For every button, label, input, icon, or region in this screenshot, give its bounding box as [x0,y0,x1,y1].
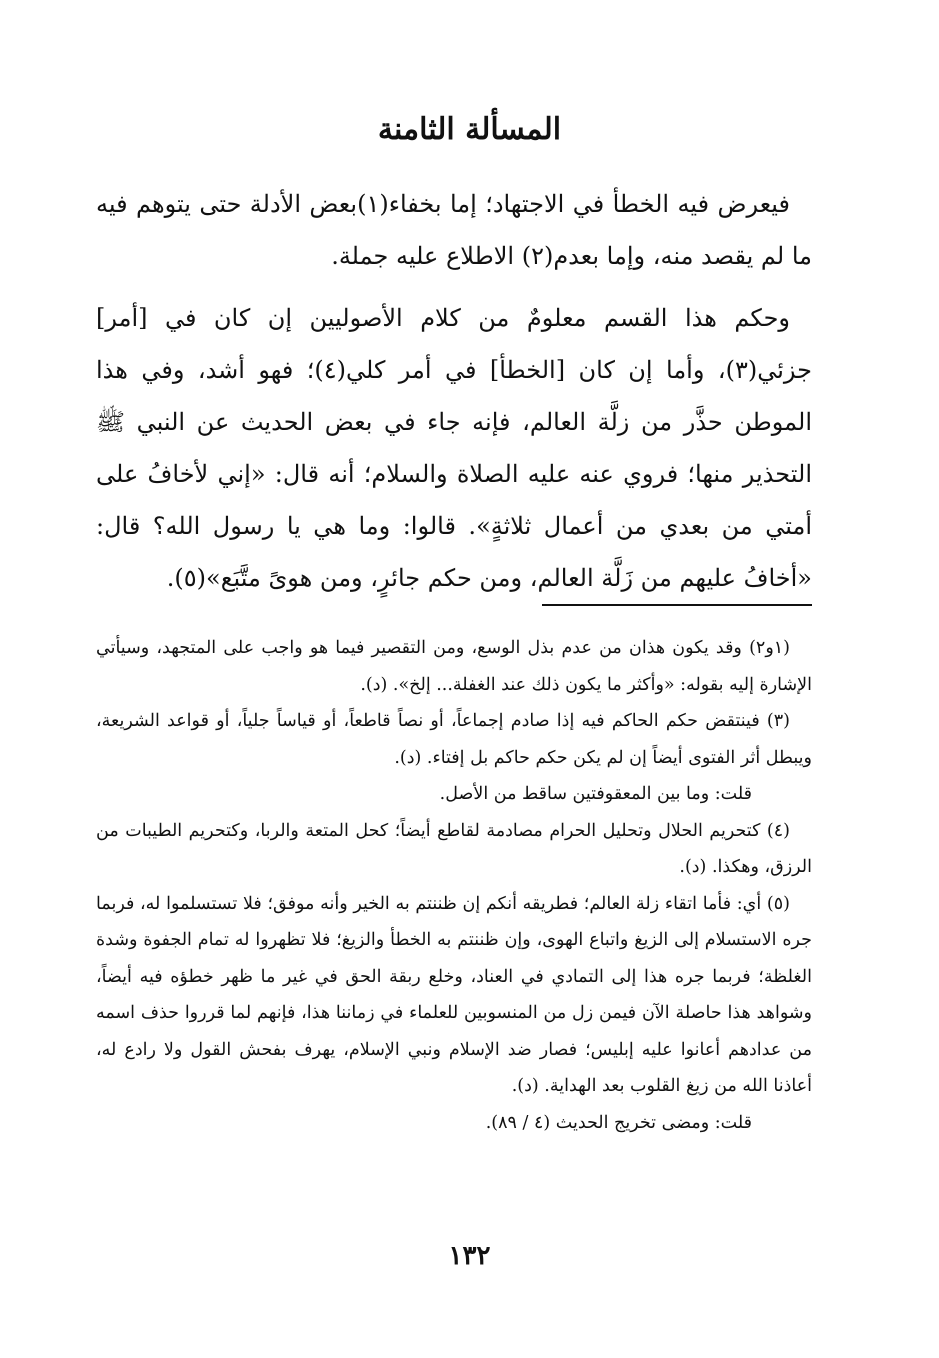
footnote-1-2: (١و٢) وقد يكون هذان من عدم بذل الوسع، ومن التقصير فيما هو واجب على المتجهد، وسيأتي الإشارة إليه بقوله: «وأكثر ما يكون ذلك عند الغفلة... إلخ». (د). [96,638,812,695]
footnote-3: (٣) فينتقض حكم الحاكم فيه إذا صادم إجماعاً، أو نصاً قاطعاً، أو قياساً جلياً، أو قواعد الشريعة، ويبطل أثر الفتوى أيضاً إن لم يكن حكم حاكم بل إفتاء. (د). [96,711,812,768]
footnote-separator [542,604,812,606]
footnote-5-remark: قلت: ومضى تخريج الحديث (٤ / ٨٩). [485,1112,752,1133]
footnote-3-remark: قلت: وما بين المعقوفتين ساقط من الأصل. [439,784,752,804]
paragraph-1: فيعرض فيه الخطأ في الاجتهاد؛ إما بخفاء(١)بعض الأدلة حتى يتوهم فيه ما لم يقصد منه، وإما بعدم(٢) الاطلاع عليه جملة. [96,190,812,270]
paragraph-2: وحكم هذا القسم معلومٌ من كلام الأصوليين إن كان في [أمر] جزئي(٣)، وأما إن كان [الخطأ] في أمر كلي(٤)؛ فهو أشد، وفي هذا الموطن حذَّر من زلَّة العالم، فإنه جاء في بعض الحديث عن النبي ﷺ التحذير منها؛ فروي عنه عليه الصلاة والسلام؛ أنه قال: «إني لأخافُ على أمتي من بعدي من أعمال ثلاثةٍ». قالوا: وما هي يا رسول الله؟ قال: «أخافُ عليهم من زَلَّة العالم، ومن حكم جائرٍ، ومن هوىً متَّبَع»(٥). [96,304,812,592]
main-text [96,178,812,604]
footnote-5: (٥) أي: فأما اتقاء زلة العالم؛ فطريقه أنكم إن ظننتم به الخير وأنه موفق؛ فلا تستسلموا له، فربما جره الاستسلام إلى الزيغ واتباع الهوى، وإن ظننتم به الخطأ والزيغ؛ فلا تظهروا له تمام الجفوة وشدة الغلظة؛ فربما جره هذا إلى التمادي في العناد، وخلع ربقة الحق في غير ما ظهر خطؤه فيه أيضاً، وشواهد هذا حاصلة الآن فيمن زل من المنسوبين للعلماء في زماننا هذا، فإنهم لما قرروا حذف اسمه من عدادهم أعانوا عليه إبليس؛ فصار ضد الإسلام ونبي الإسلام، يهرف بفحش القول ولا رادع له، أعاذنا الله من زيغ القلوب بعد الهداية. (د). [96,893,812,1096]
page-title: المسألة الثامنة [377,112,562,147]
footnotes [96,630,812,1141]
page-number: ١٣٢ [448,1241,491,1271]
footnote-4: (٤) كتحريم الحلال وتحليل الحرام مصادمة لقاطع أيضاً؛ كحل المتعة والربا، وكتحريم الطيبات من الرزق، وهكذا. (د). [96,820,812,877]
